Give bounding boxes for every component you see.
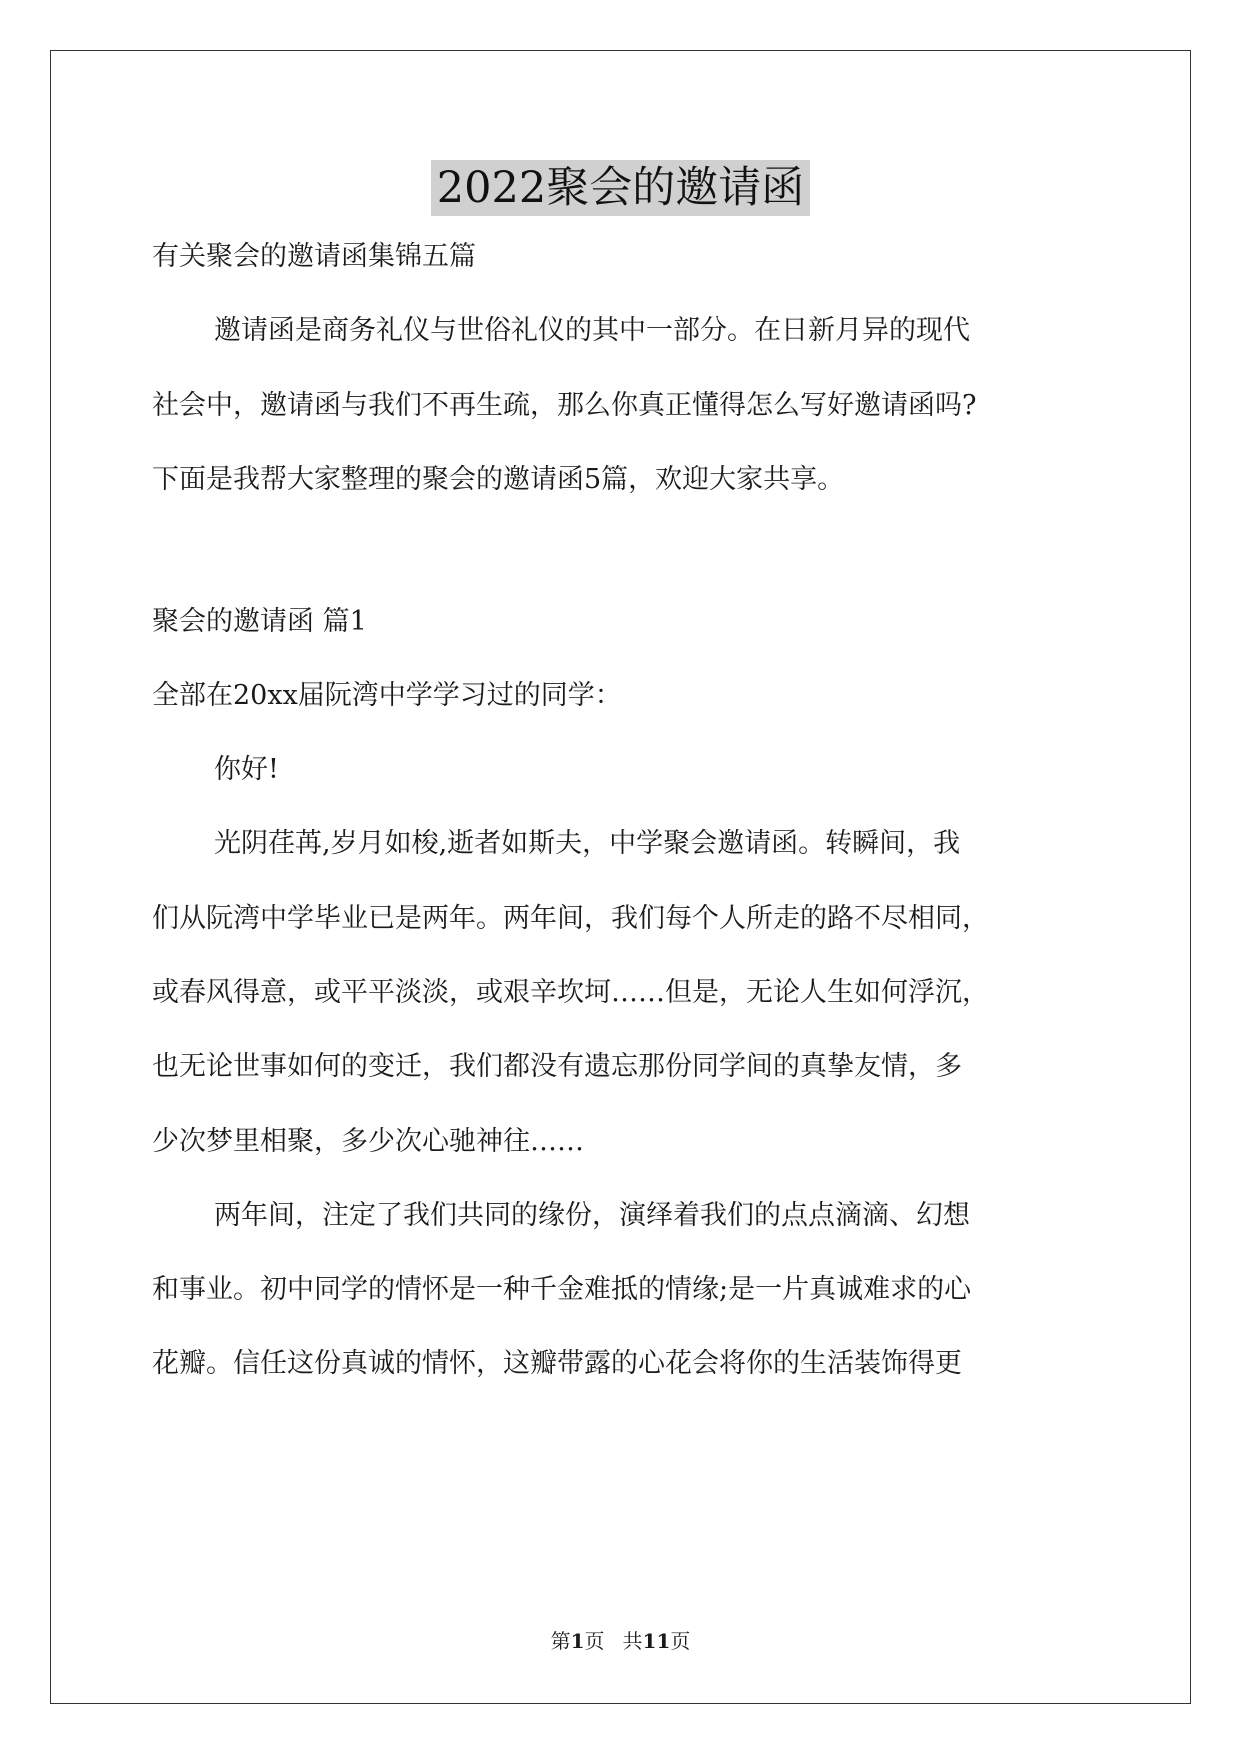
paragraph-line: 下面是我帮大家整理的聚会的邀请函5篇，欢迎大家共享。	[152, 464, 845, 495]
total-unit: 页	[670, 1629, 691, 1653]
greeting: 你好!	[214, 754, 279, 785]
salutation: 全部在20xx届阮湾中学学习过的同学：	[152, 680, 622, 711]
section-heading: 聚会的邀请函 篇1	[152, 606, 367, 637]
paragraph-line: 光阴荏苒,岁月如梭,逝者如斯夫，中学聚会邀请函。转瞬间，我	[214, 828, 961, 859]
paragraph-line: 也无论世事如何的变迁，我们都没有遗忘那份同学间的真挚友情，多	[152, 1051, 962, 1082]
paragraph-line: 两年间，注定了我们共同的缘份，演绎着我们的点点滴滴、幻想	[214, 1200, 970, 1231]
page-unit: 页	[584, 1629, 605, 1653]
document-title: 2022聚会的邀请函	[431, 160, 810, 216]
total-prefix: 共	[622, 1629, 643, 1653]
paragraph-line: 社会中，邀请函与我们不再生疏，那么你真正懂得怎么写好邀请函吗?	[152, 390, 977, 421]
paragraph-line: 少次梦里相聚，多少次心驰神往……	[152, 1126, 584, 1157]
page-prefix: 第	[550, 1629, 571, 1653]
page-border	[50, 50, 1191, 1704]
paragraph-line: 和事业。初中同学的情怀是一种千金难抵的情缘;是一片真诚难求的心	[152, 1274, 972, 1305]
page-number: 1	[570, 1629, 585, 1653]
total-pages: 11	[642, 1629, 671, 1653]
paragraph-line: 花瓣。信任这份真诚的情怀，这瓣带露的心花会将你的生活装饰得更	[152, 1348, 962, 1379]
subtitle: 有关聚会的邀请函集锦五篇	[152, 241, 476, 272]
title-container	[0, 160, 1241, 216]
paragraph-line: 或春风得意，或平平淡淡，或艰辛坎坷……但是，无论人生如何浮沉，	[152, 977, 989, 1008]
page-footer	[0, 1628, 1241, 1654]
paragraph-line: 邀请函是商务礼仪与世俗礼仪的其中一部分。在日新月异的现代	[214, 315, 970, 346]
paragraph-line: 们从阮湾中学毕业已是两年。两年间，我们每个人所走的路不尽相同，	[152, 903, 989, 934]
